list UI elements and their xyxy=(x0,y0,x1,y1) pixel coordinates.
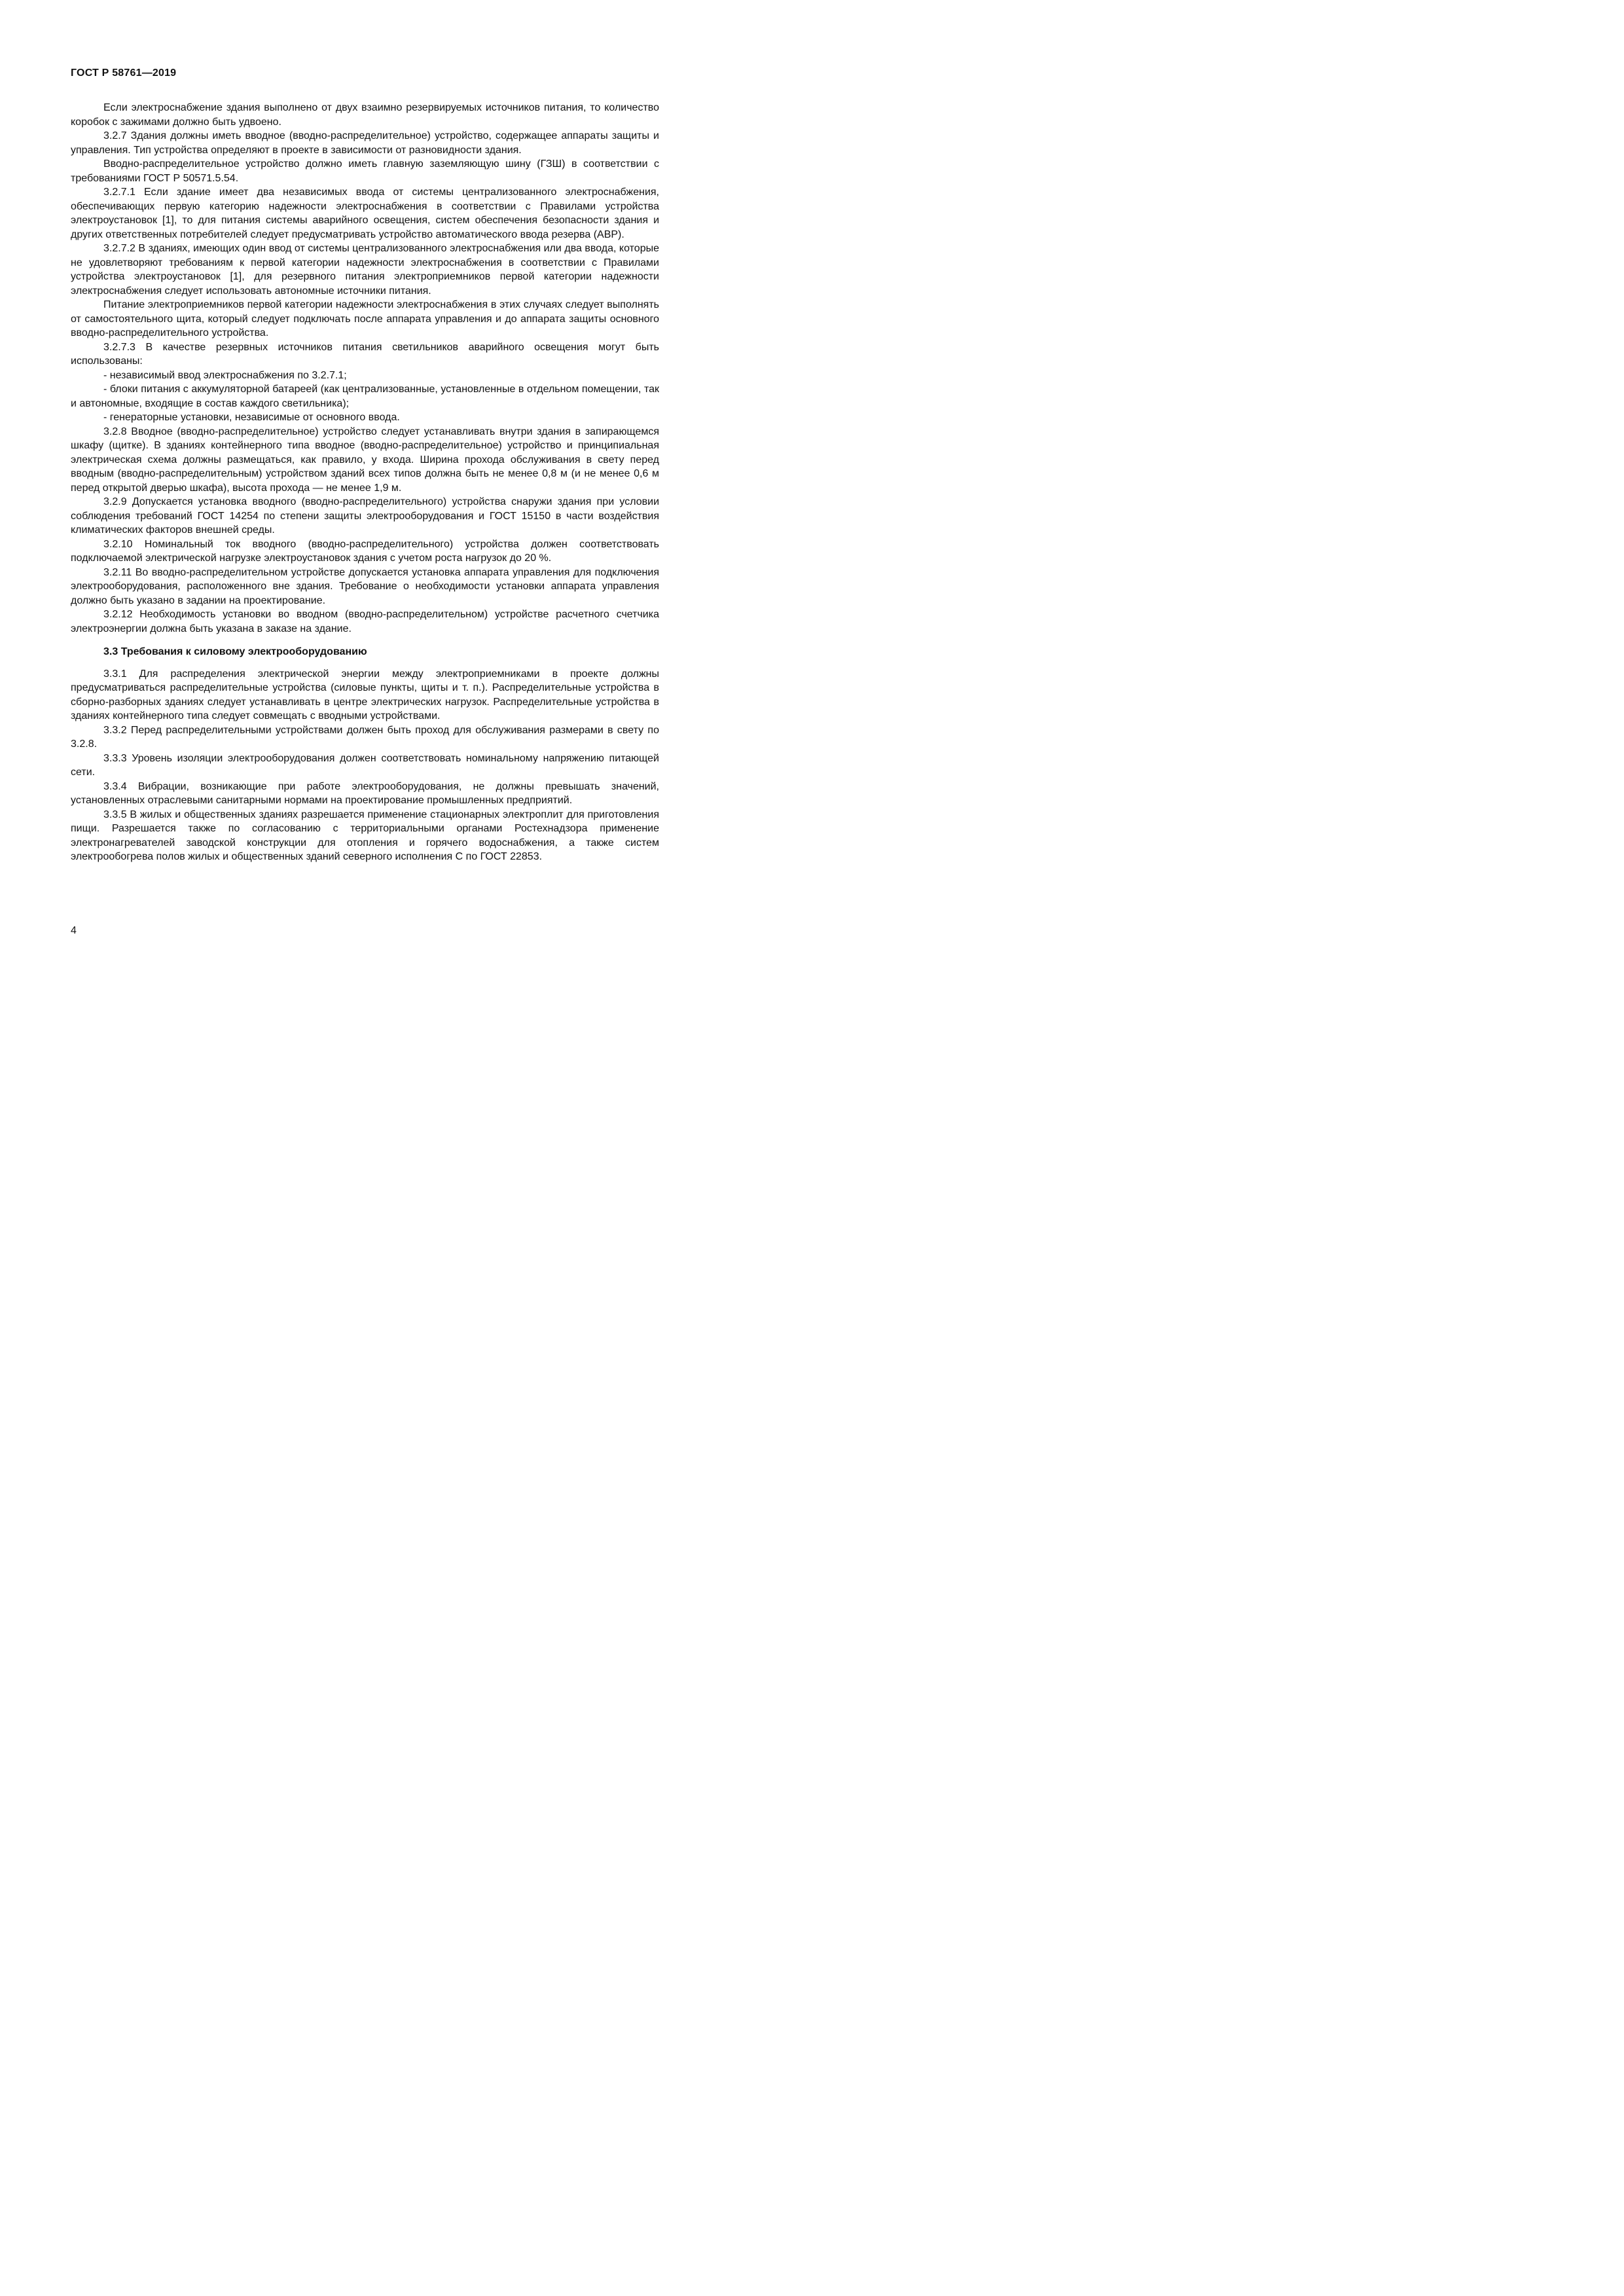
paragraph: 3.2.7.2 В зданиях, имеющих один ввод от системы централизованного электроснабжения или два ввода, которые не удовлетворяют требованиям к первой категории надежности электроснабжения в соответствии с Правилами устройства электроустановок [1], для резервного питания электроприемников первой категории надежности электроснабжения следует использовать автономные источники питания. xyxy=(71,243,659,297)
document-page xyxy=(0,0,723,1023)
paragraph: 3.3.1 Для распределения электрической энергии между электроприемниками в проекте должны предусматриваться распределительные устройства (силовые пункты, щиты и т. п.). Распределительные устройства в сборно-разборных зданиях следует устанавливать в центре электрических нагрузок. Распределительные устройства в зданиях контейнерного типа следует совмещать с вводными устройствами. xyxy=(71,668,659,721)
paragraph: 3.2.7.1 Если здание имеет два независимых ввода от системы централизованного электроснабжения, обеспечивающих первую категорию надежности электроснабжения в соответствии с Правилами устройства электроустановок [1], то для питания системы аварийного освещения, систем обеспечения безопасности здания и других ответственных потребителей следует предусматривать устройство автоматического ввода резерва (АВР). xyxy=(71,187,659,240)
paragraph: 3.2.7 Здания должны иметь вводное (вводно-распределительное) устройство, содержащее аппараты защиты и управления. Тип устройства определяют в проекте в зависимости от разновидности здания. xyxy=(71,130,659,156)
paragraph: 3.2.9 Допускается установка вводного (вводно-распределительного) устройства снаружи здания при условии соблюдения требований ГОСТ 14254 по степени защиты электрооборудования и ГОСТ 15150 в части воздействия климатических факторов внешней среды. xyxy=(71,496,659,536)
paragraph: 3.2.8 Вводное (вводно-распределительное) устройство следует устанавливать внутри здания в запирающемся шкафу (щитке). В зданиях контейнерного типа вводное (вводно-распределительное) устройство и принципиальная электрическая схема должны размещаться, как правило, у входа. Ширина прохода обслуживания в свету перед вводным (вводно-распределительным) устройством зданий всех типов должна быть не менее 0,8 м (и не менее 0,6 м перед открытой дверью шкафа), высота прохода — не менее 1,9 м. xyxy=(71,426,659,494)
list-item: - независимый ввод электроснабжения по 3.2.7.1; xyxy=(103,369,347,381)
paragraph: 3.2.10 Номинальный ток вводного (вводно-распределительного) устройства должен соответствовать подключаемой электрической нагрузке электроустановок здания с учетом роста нагрузок до 20 %. xyxy=(71,538,659,564)
paragraph: 3.3.3 Уровень изоляции электрооборудования должен соответствовать номинальному напряжению питающей сети. xyxy=(71,752,659,778)
document-body xyxy=(71,101,659,864)
page-number: 4 xyxy=(71,925,77,936)
paragraph: Вводно-распределительное устройство должно иметь главную заземляющую шину (ГЗШ) в соответствии с требованиями ГОСТ Р 50571.5.54. xyxy=(71,158,659,184)
section-heading: 3.3 Требования к силовому электрооборудованию xyxy=(103,646,367,657)
document-header: ГОСТ Р 58761—2019 xyxy=(71,67,177,79)
paragraph: 3.3.4 Вибрации, возникающие при работе электрооборудования, не должны превышать значений, установленных отраслевыми санитарными нормами на проектирование промышленных предприятий. xyxy=(71,780,659,806)
paragraph: 3.3.2 Перед распределительными устройствами должен быть проход для обслуживания размерами в свету по 3.2.8. xyxy=(71,724,659,750)
list-item: - генераторные установки, независимые от основного ввода. xyxy=(103,412,400,423)
paragraph: 3.2.11 Во вводно-распределительном устройстве допускается установка аппарата управления для подключения электрооборудования, расположенного вне здания. Требование о необходимости установки аппарата управления должно быть указано в задании на проектирование. xyxy=(71,566,659,606)
paragraph: Если электроснабжение здания выполнено от двух взаимно резервируемых источников питания, то количество коробок с зажимами должно быть удвоено. xyxy=(71,102,659,128)
paragraph: 3.2.7.3 В качестве резервных источников питания светильников аварийного освещения могут быть использованы: xyxy=(71,341,659,367)
paragraph: 3.2.12 Необходимость установки во вводном (вводно-распределительном) устройстве расчетного счетчика электроэнергии должна быть указана в заказе на здание. xyxy=(71,609,659,634)
paragraph: Питание электроприемников первой категории надежности электроснабжения в этих случаях следует выполнять от самостоятельного щита, который следует подключать после аппарата управления и до аппарата защиты основного вводно-распределительного устройства. xyxy=(71,299,659,338)
list-item: - блоки питания с аккумуляторной батареей (как централизованные, установленные в отдельном помещении, так и автономные, входящие в состав каждого светильника); xyxy=(71,384,659,409)
paragraph: 3.3.5 В жилых и общественных зданиях разрешается применение стационарных электроплит для приготовления пищи. Разрешается также по согласованию с территориальными органами Ростехнадзора применение электронагревателей заводской конструкции для отопления и горячего водоснабжения, а также систем электрообогрева полов жилых и общественных зданий северного исполнения С по ГОСТ 22853. xyxy=(71,809,659,862)
